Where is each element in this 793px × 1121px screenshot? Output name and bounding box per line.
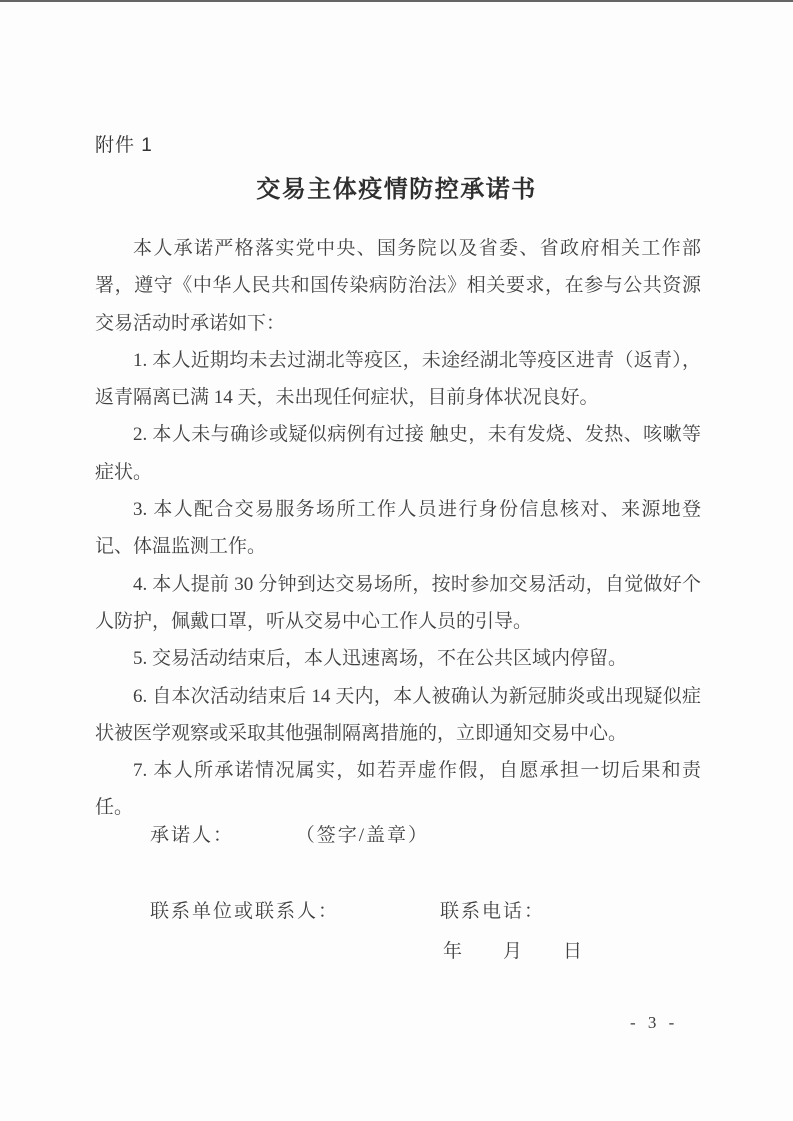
attachment-label: 附件 1 <box>95 135 153 156</box>
commitment-item-4: 4. 本人提前 30 分钟到达交易场所，按时参加交易活动，自觉做好个人防护，佩戴口罩，听从交易中心工作人员的引导。 <box>95 573 701 632</box>
page-title: 交易主体疫情防控承诺书 <box>256 176 537 203</box>
promiser-label: 承诺人： <box>150 825 235 846</box>
commitment-item-5: 5. 交易活动结束后，本人迅速离场，不在公共区域内停留。 <box>133 648 628 670</box>
signature-row <box>150 820 429 847</box>
page-number: - 3 - <box>630 1013 679 1032</box>
commitment-item-3: 3. 本人配合交易服务场所工作人员进行身份信息核对、来源地登记、体温监测工作。 <box>95 499 701 558</box>
date-line: 年 月 日 <box>443 941 584 962</box>
scan-edge-artifact <box>0 0 793 2</box>
contact-phone-label: 联系电话： <box>440 901 546 922</box>
commitment-item-6: 6. 自本次活动结束后 14 天内，本人被确认为新冠肺炎或出现疑似症状被医学观察或采取其他强制隔离措施的，立即通知交易中心。 <box>95 685 701 744</box>
sign-seal-note: （签字/盖章） <box>295 825 430 846</box>
contact-unit-label: 联系单位或联系人： <box>150 901 340 922</box>
commitment-item-7: 7. 本人所承诺情况属实，如若弄虚作假，自愿承担一切后果和责任。 <box>95 760 701 819</box>
commitment-item-2: 2. 本人未与确诊或疑似病例有过接 触史，未有发烧、发热、咳嗽等症状。 <box>95 424 701 483</box>
intro-paragraph: 本人承诺严格落实党中央、国务院以及省委、省政府相关工作部署，遵守《中华人民共和国传染病防治法》相关要求，在参与公共资源交易活动时承诺如下： <box>95 238 701 334</box>
document-body <box>95 230 701 827</box>
commitment-item-1: 1. 本人近期均未去过湖北等疫区，未途经湖北等疫区进青（返青），返青隔离已满 14 天，未出现任何症状，目前身体状况良好。 <box>95 349 701 409</box>
